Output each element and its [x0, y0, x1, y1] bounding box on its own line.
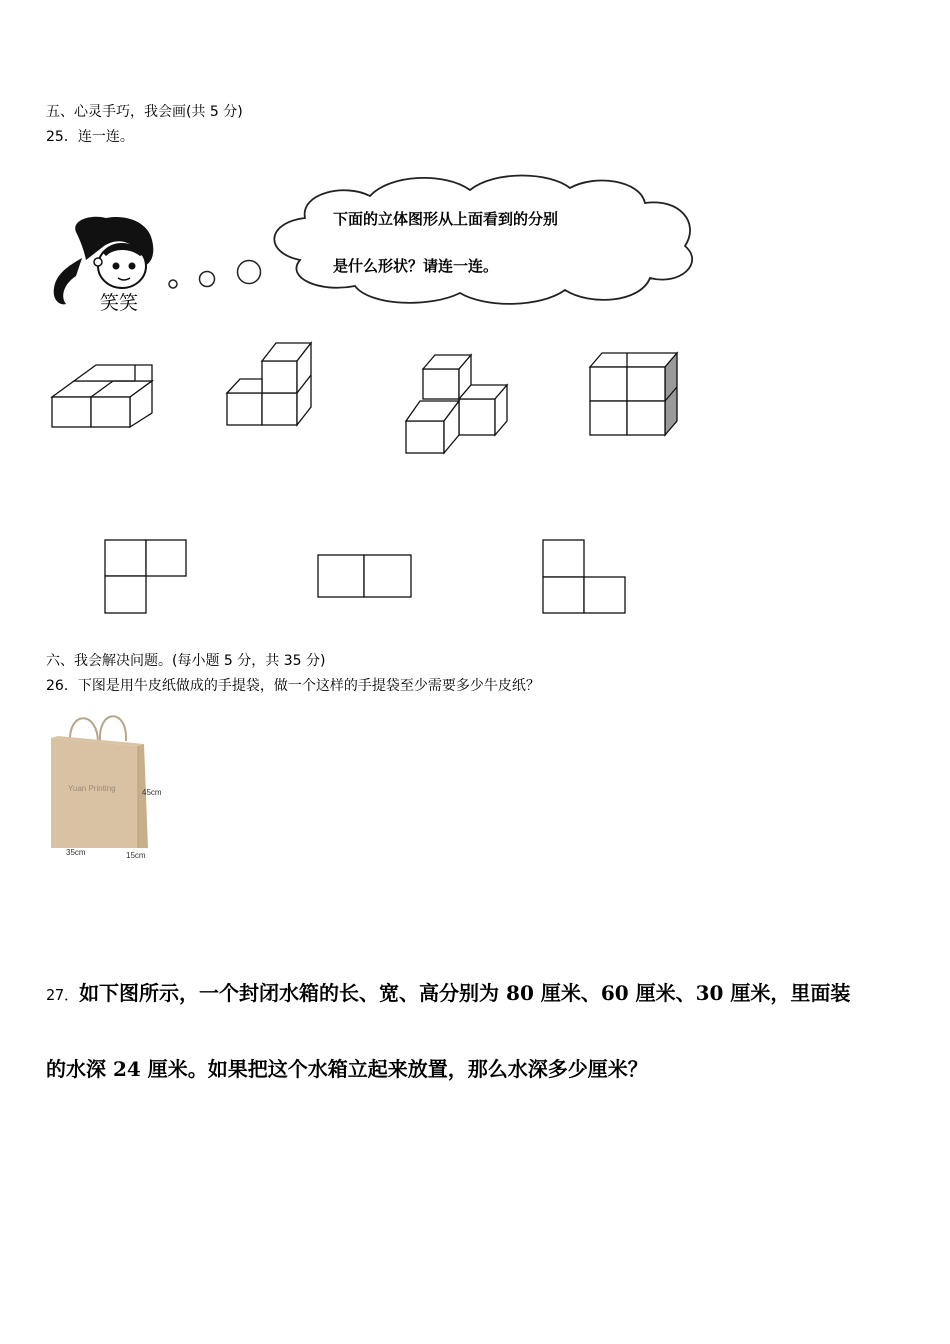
solid-figure-2	[227, 343, 311, 425]
bag-watermark: Yuan Printing	[68, 784, 116, 793]
cloud-text-line-2: 是什么形状？请连一连。	[333, 257, 499, 275]
cloud-text-line-1: 下面的立体图形从上面看到的分别	[333, 210, 559, 228]
question-25	[46, 128, 134, 146]
question-number: 27．	[46, 986, 80, 1004]
question-27-line-1	[46, 977, 850, 1006]
top-view-3	[543, 540, 625, 613]
question-text: 连一连。	[77, 129, 134, 145]
question-text: 下图是用牛皮纸做成的手提袋，做一个这样的手提袋至少需要多少牛皮纸？	[77, 678, 540, 694]
solid-figures	[40, 335, 690, 465]
solid-figure-4	[590, 353, 677, 435]
bag-width-label: 15cm	[126, 851, 146, 860]
question-number: 25．	[46, 129, 78, 145]
question-26	[46, 677, 540, 695]
question-number: 26．	[46, 678, 78, 694]
section-five-heading: 五、心灵手巧，我会画(共 5 分)	[46, 104, 243, 120]
question-27-line-2: 的水深 24 厘米。如果把这个水箱立起来放置，那么水深多少厘米？	[46, 1057, 648, 1081]
speech-cloud	[260, 168, 700, 308]
section-six-heading: 六、我会解决问题。(每小题 5 分，共 35 分)	[46, 653, 326, 669]
thought-bubbles	[165, 255, 265, 295]
top-view-2	[318, 555, 411, 597]
bag-height-label: 45cm	[142, 788, 162, 797]
girl-name-label: 笑笑	[100, 292, 139, 314]
solid-figure-3	[406, 355, 507, 453]
top-view-1	[105, 540, 186, 613]
question-text: 如下图所示，一个封闭水箱的长、宽、高分别为 80 厘米、60 厘米、30 厘米，里面装	[79, 981, 851, 1005]
top-view-shapes	[100, 535, 640, 620]
solid-figure-1	[52, 365, 152, 427]
bag-length-label: 35cm	[66, 848, 86, 857]
